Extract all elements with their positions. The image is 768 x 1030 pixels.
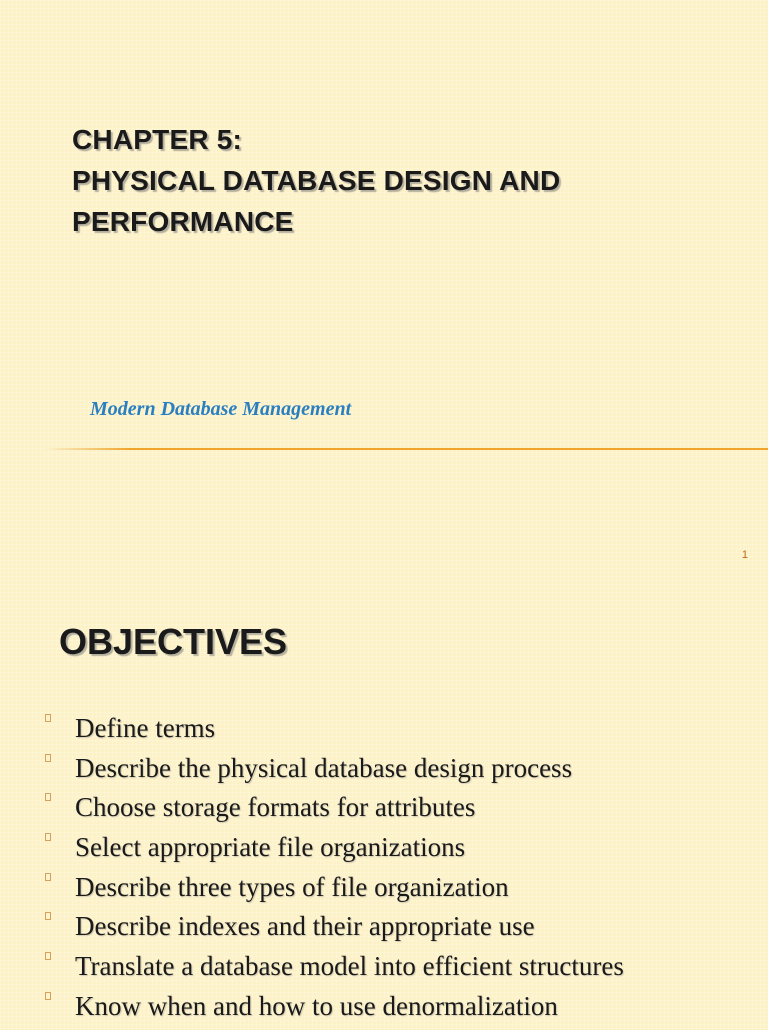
objective-item <box>0 910 768 950</box>
objective-text: Describe three types of file organization <box>75 871 509 902</box>
square-bullet-icon <box>45 952 51 960</box>
objective-item <box>0 831 768 871</box>
slide-number: 1 <box>741 549 748 561</box>
objective-text: Describe the physical database design process <box>75 752 573 783</box>
chapter-title-line: CHAPTER 5: <box>72 124 243 155</box>
slide-subtitle: Modern Database Management <box>90 398 352 420</box>
objective-item <box>0 871 768 911</box>
square-bullet-icon <box>45 714 51 722</box>
square-bullet-icon <box>45 912 51 920</box>
square-bullet-icon <box>45 992 51 1000</box>
objective-item <box>0 752 768 792</box>
square-bullet-icon <box>45 793 51 801</box>
square-bullet-icon <box>45 754 51 762</box>
slide-heading: OBJECTIVES <box>59 621 288 662</box>
objectives-list <box>0 712 768 1030</box>
square-bullet-icon <box>45 833 51 841</box>
square-bullet-icon <box>45 873 51 881</box>
objective-text: Describe indexes and their appropriate use <box>75 911 535 942</box>
chapter-title-line: PHYSICAL DATABASE DESIGN AND <box>72 165 561 196</box>
objective-text: Choose storage formats for attributes <box>75 792 476 823</box>
chapter-title-line: PERFORMANCE <box>72 206 294 237</box>
objective-text: Know when and how to use denormalization <box>75 990 558 1021</box>
accent-divider-line <box>44 448 768 450</box>
objective-text: Translate a database model into efficient structures <box>75 951 624 982</box>
objective-text: Define terms <box>75 713 216 743</box>
objective-item <box>0 712 768 752</box>
objective-text: Select appropriate file organizations <box>75 832 466 863</box>
objective-item <box>0 950 768 990</box>
objective-item <box>0 791 768 831</box>
objectives-slide <box>0 576 768 1024</box>
